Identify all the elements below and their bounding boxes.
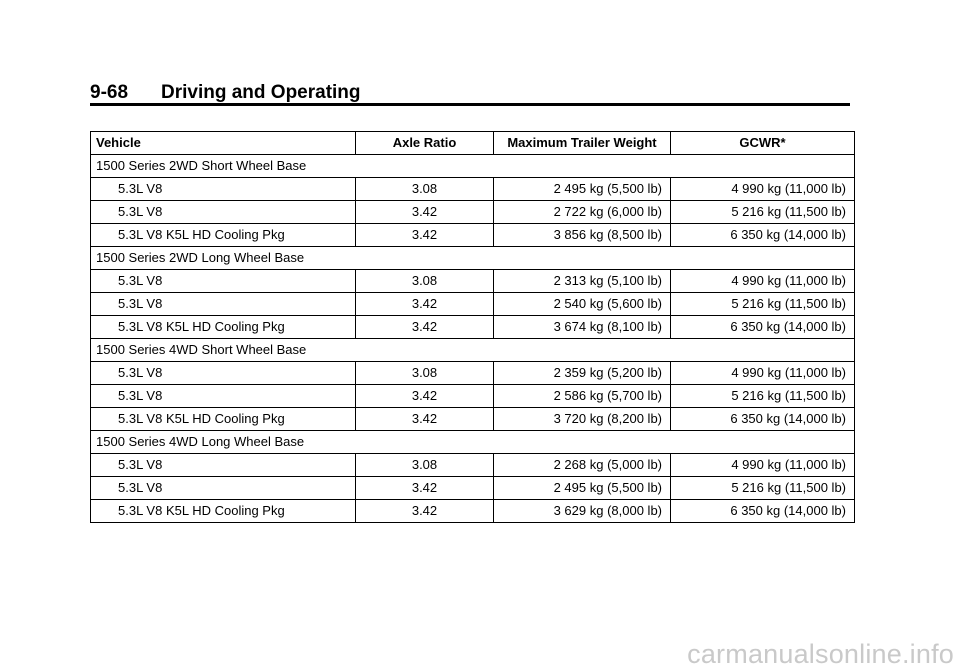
header-rule <box>90 103 850 106</box>
cell-vehicle: 5.3L V8 K5L HD Cooling Pkg <box>91 224 356 247</box>
cell-max-trailer-weight: 2 495 kg (5,500 lb) <box>494 178 671 201</box>
table-row <box>91 477 855 500</box>
table-group-row <box>91 431 855 454</box>
page-header <box>90 80 850 105</box>
cell-gcwr: 6 350 kg (14,000 lb) <box>671 224 855 247</box>
cell-axle-ratio: 3.08 <box>356 178 494 201</box>
cell-max-trailer-weight: 3 629 kg (8,000 lb) <box>494 500 671 523</box>
cell-axle-ratio: 3.42 <box>356 293 494 316</box>
table-row <box>91 201 855 224</box>
cell-max-trailer-weight: 3 720 kg (8,200 lb) <box>494 408 671 431</box>
table-group-row <box>91 155 855 178</box>
cell-axle-ratio: 3.08 <box>356 270 494 293</box>
cell-vehicle: 5.3L V8 <box>91 362 356 385</box>
table-row <box>91 500 855 523</box>
cell-gcwr: 5 216 kg (11,500 lb) <box>671 293 855 316</box>
cell-max-trailer-weight: 2 722 kg (6,000 lb) <box>494 201 671 224</box>
table-row <box>91 316 855 339</box>
table-row <box>91 178 855 201</box>
cell-gcwr: 5 216 kg (11,500 lb) <box>671 385 855 408</box>
table-row <box>91 454 855 477</box>
column-header-vehicle: Vehicle <box>91 132 356 155</box>
table-row <box>91 293 855 316</box>
cell-axle-ratio: 3.08 <box>356 362 494 385</box>
table-row <box>91 224 855 247</box>
group-label: 1500 Series 2WD Short Wheel Base <box>91 155 855 178</box>
cell-max-trailer-weight: 2 359 kg (5,200 lb) <box>494 362 671 385</box>
cell-axle-ratio: 3.08 <box>356 454 494 477</box>
cell-vehicle: 5.3L V8 <box>91 477 356 500</box>
table-row <box>91 362 855 385</box>
cell-gcwr: 6 350 kg (14,000 lb) <box>671 500 855 523</box>
table-body <box>91 155 855 523</box>
cell-axle-ratio: 3.42 <box>356 408 494 431</box>
cell-vehicle: 5.3L V8 <box>91 454 356 477</box>
cell-gcwr: 4 990 kg (11,000 lb) <box>671 454 855 477</box>
cell-axle-ratio: 3.42 <box>356 500 494 523</box>
cell-vehicle: 5.3L V8 <box>91 385 356 408</box>
table-group-row <box>91 339 855 362</box>
cell-max-trailer-weight: 3 674 kg (8,100 lb) <box>494 316 671 339</box>
table-group-row <box>91 247 855 270</box>
column-header-max-trailer-weight: Maximum Trailer Weight <box>494 132 671 155</box>
group-label: 1500 Series 4WD Short Wheel Base <box>91 339 855 362</box>
cell-gcwr: 6 350 kg (14,000 lb) <box>671 316 855 339</box>
cell-gcwr: 4 990 kg (11,000 lb) <box>671 362 855 385</box>
cell-gcwr: 4 990 kg (11,000 lb) <box>671 178 855 201</box>
site-watermark: carmanualsonline.info <box>687 639 954 669</box>
table-header-row <box>91 132 855 155</box>
cell-axle-ratio: 3.42 <box>356 224 494 247</box>
section-title: Driving and Operating <box>161 82 361 103</box>
table-row <box>91 270 855 293</box>
column-header-axle-ratio: Axle Ratio <box>356 132 494 155</box>
trailer-weight-table <box>90 131 855 523</box>
table-row <box>91 385 855 408</box>
cell-max-trailer-weight: 2 495 kg (5,500 lb) <box>494 477 671 500</box>
cell-max-trailer-weight: 2 540 kg (5,600 lb) <box>494 293 671 316</box>
column-header-gcwr: GCWR* <box>671 132 855 155</box>
cell-gcwr: 4 990 kg (11,000 lb) <box>671 270 855 293</box>
table-row <box>91 408 855 431</box>
cell-vehicle: 5.3L V8 K5L HD Cooling Pkg <box>91 408 356 431</box>
cell-gcwr: 6 350 kg (14,000 lb) <box>671 408 855 431</box>
page-number: 9-68 <box>90 82 129 103</box>
group-label: 1500 Series 4WD Long Wheel Base <box>91 431 855 454</box>
group-label: 1500 Series 2WD Long Wheel Base <box>91 247 855 270</box>
cell-vehicle: 5.3L V8 <box>91 270 356 293</box>
cell-vehicle: 5.3L V8 K5L HD Cooling Pkg <box>91 500 356 523</box>
cell-max-trailer-weight: 3 856 kg (8,500 lb) <box>494 224 671 247</box>
cell-vehicle: 5.3L V8 K5L HD Cooling Pkg <box>91 316 356 339</box>
cell-axle-ratio: 3.42 <box>356 201 494 224</box>
cell-gcwr: 5 216 kg (11,500 lb) <box>671 201 855 224</box>
cell-axle-ratio: 3.42 <box>356 385 494 408</box>
cell-axle-ratio: 3.42 <box>356 316 494 339</box>
cell-vehicle: 5.3L V8 <box>91 178 356 201</box>
cell-max-trailer-weight: 2 268 kg (5,000 lb) <box>494 454 671 477</box>
cell-max-trailer-weight: 2 586 kg (5,700 lb) <box>494 385 671 408</box>
cell-vehicle: 5.3L V8 <box>91 293 356 316</box>
cell-axle-ratio: 3.42 <box>356 477 494 500</box>
cell-vehicle: 5.3L V8 <box>91 201 356 224</box>
cell-max-trailer-weight: 2 313 kg (5,100 lb) <box>494 270 671 293</box>
cell-gcwr: 5 216 kg (11,500 lb) <box>671 477 855 500</box>
